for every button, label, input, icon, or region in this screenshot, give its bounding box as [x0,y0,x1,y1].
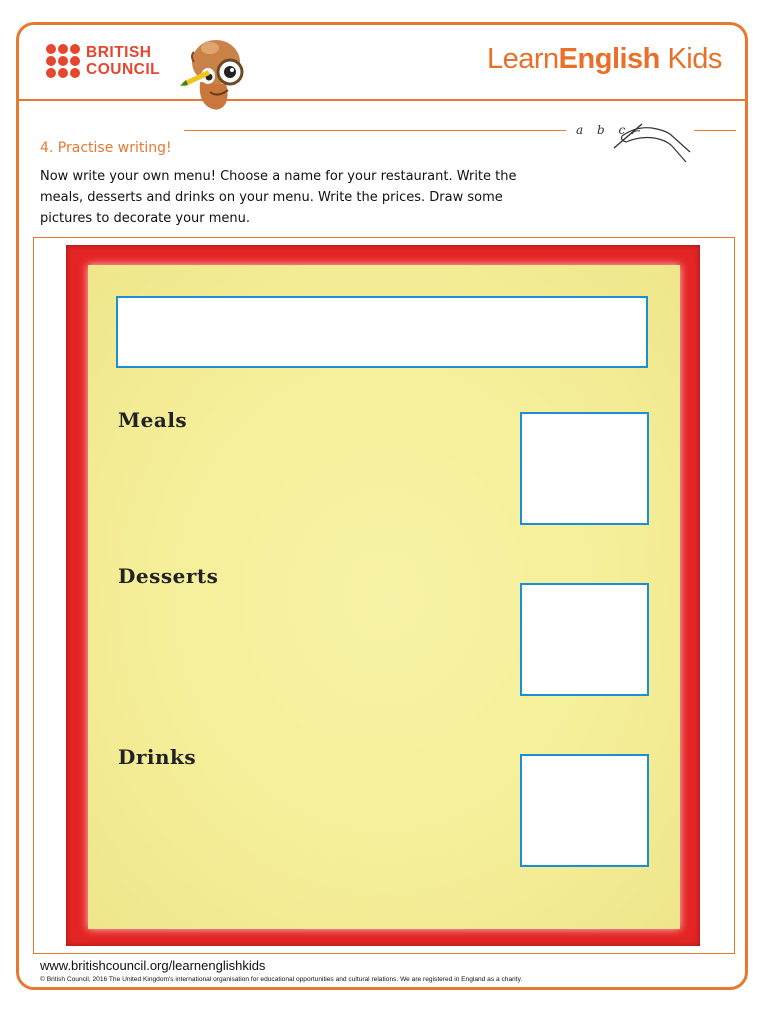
title-rule-right [694,130,736,131]
header-divider [19,99,748,101]
logo-line-2: COUNCIL [86,61,161,78]
title-rule-left [184,130,566,131]
restaurant-name-box[interactable] [116,296,648,368]
activity-title: 4. Practise writing! [40,140,172,156]
logo-line-1: BRITISH [86,44,152,61]
brand-learn: Learn [487,43,559,75]
drinks-picture-box[interactable] [520,754,649,867]
footer-url[interactable]: www.britishcouncil.org/learnenglishkids [40,958,266,973]
british-council-logo [46,44,186,84]
desserts-heading: Desserts [118,564,219,588]
drinks-heading: Drinks [118,745,197,769]
meals-heading: Meals [118,408,188,432]
footer-copyright: © British Council, 2016 The United Kingdom's international organisation for educational opportunities and cultural relations. We are registered in England as a charity. [40,976,523,983]
abc-label: a b c [576,123,631,137]
mascot-icon [180,32,252,112]
meals-picture-box[interactable] [520,412,649,525]
learnenglish-kids-brand [487,43,722,76]
writing-hand-icon [612,112,694,170]
logo-dots-icon [46,44,82,80]
activity-instructions: Now write your own menu! Choose a name for your restaurant. Write the meals, desserts and drinks on your menu. Write the prices. Draw some pictures to decorate your menu. [40,169,517,226]
desserts-picture-box[interactable] [520,583,649,696]
logo-wordmark [86,44,160,78]
brand-kids: Kids [659,43,722,75]
brand-english: English [558,43,660,75]
